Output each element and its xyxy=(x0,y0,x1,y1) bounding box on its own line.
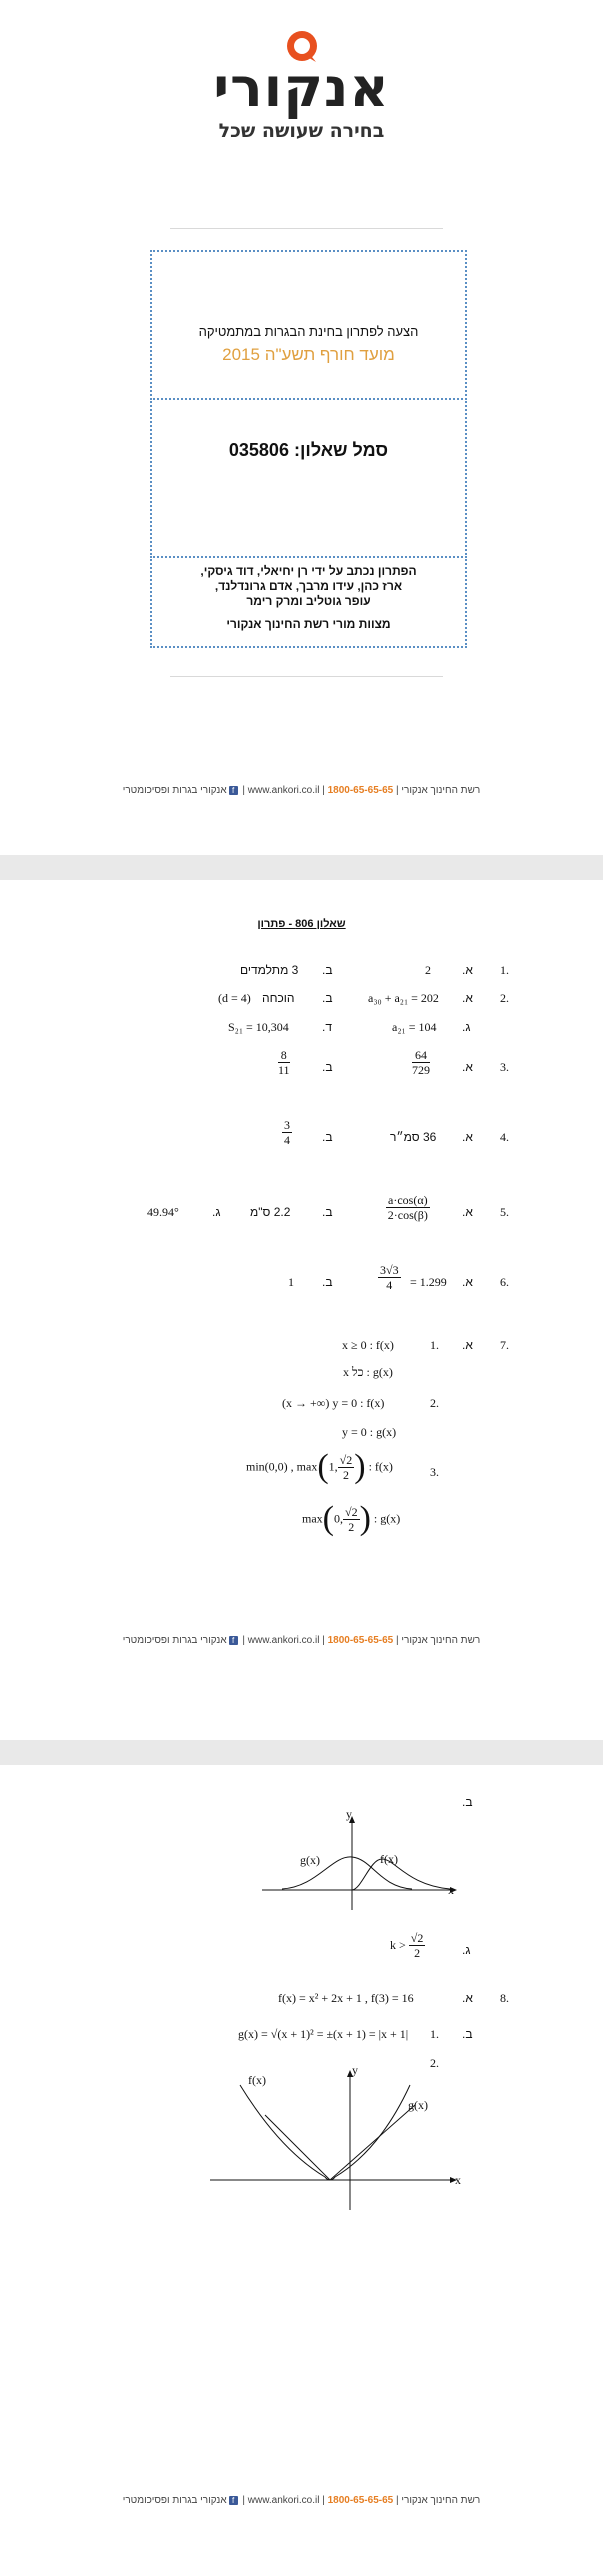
graph2-f-label: f(x) xyxy=(248,2073,266,2087)
footer-network: רשת החינוך אנקורי xyxy=(401,785,481,796)
q2-d-value: S₂₁ = 10,304 xyxy=(228,1020,289,1034)
q7-asymptote-f: (x → +∞) y = 0 : f(x) xyxy=(282,1396,385,1410)
graph-f-g-q7 xyxy=(262,1815,462,1915)
q4-b-fraction xyxy=(282,1118,292,1147)
footer-facebook[interactable]: אנקורי בגרות ופסיכומטרי xyxy=(122,785,227,796)
q4-b-label: ב. xyxy=(322,1130,333,1144)
q2-a-label: א. xyxy=(462,991,473,1005)
q2-b-label: ב. xyxy=(322,991,333,1005)
title-box xyxy=(150,250,467,400)
q7-extrema-f-num: √2 xyxy=(339,1452,353,1467)
q2-a-value: a₃₀ + a₂₁ = 202 xyxy=(368,991,439,1005)
q6-number: 6. xyxy=(500,1275,509,1289)
q7-extrema-f-prefix: min(0,0) , max xyxy=(246,1459,318,1474)
graph1-f-label: f(x) xyxy=(380,1852,398,1866)
page-footer: רשת החינוך אנקורי | 1800-65-65-65 | www.ankori.co.il | fאנקורי בגרות ופסיכומטרי xyxy=(122,2495,481,2506)
footer-site[interactable]: www.ankori.co.il xyxy=(247,785,320,796)
authors-line-3: עופר גוטליב ומרק רימר xyxy=(246,594,371,608)
graph1-x-label: x xyxy=(448,1883,454,1897)
ankori-logo xyxy=(0,28,603,142)
form-code-box xyxy=(150,398,467,558)
q8-a-label: א. xyxy=(462,1991,473,2005)
q2-b-word: הוכחה xyxy=(262,991,295,1005)
q5-a-numerator: a·cos(α) xyxy=(388,1193,428,1207)
q7-extrema-g-den: 2 xyxy=(348,1519,355,1534)
authors-line-2: ארז כהן, עידו מרבך, אדם גרונדלנד, xyxy=(214,579,403,593)
q5-b-value: 2.2 ס"מ xyxy=(250,1205,291,1219)
q7-extrema-g-prefix: max xyxy=(302,1511,323,1526)
q7-b-label: ב. xyxy=(462,1795,473,1809)
q2-d-label: ד. xyxy=(322,1020,332,1034)
q7-a-label: א. xyxy=(462,1338,473,1352)
q8-b-label: ב. xyxy=(462,2027,473,2041)
exam-title: הצעה לפתרון בחינת הבגרות במתמטיקה xyxy=(198,324,419,339)
footer-site[interactable]: www.ankori.co.il xyxy=(247,1635,320,1646)
q7-extrema-g: max(0, $\frac{√2}{2}$ ) : g(x) xyxy=(302,1500,401,1537)
q7-extrema-f: min(0,0) , max(1, $\frac{√2}{2}$ ) : f(x) xyxy=(246,1448,393,1485)
q3-b-fraction xyxy=(278,1048,290,1077)
q5-a-label: א. xyxy=(462,1205,473,1219)
q8-sub-1: 1. xyxy=(430,2027,439,2041)
q1-a-label: א. xyxy=(462,963,473,977)
q6-a-label: א. xyxy=(462,1275,473,1289)
q7-extrema-f-den: 2 xyxy=(342,1467,349,1482)
q4-number: 4. xyxy=(500,1130,509,1144)
graph2-x-label: x xyxy=(455,2173,461,2187)
authors-team: מצוות מורי רשת החינוך אנקורי xyxy=(226,617,391,631)
facebook-icon[interactable]: f xyxy=(229,786,238,795)
q6-a-denominator: 4 xyxy=(386,1278,393,1292)
q6-a-numerator: 3√3 xyxy=(380,1263,399,1277)
q7-c-value xyxy=(390,1931,425,1960)
q5-c-label: ג. xyxy=(212,1205,221,1219)
q3-a-denominator: 729 xyxy=(412,1063,430,1077)
q6-a-result: = 1.299 xyxy=(410,1275,447,1289)
q2-c-value: a₂₁ = 104 xyxy=(392,1020,437,1034)
q7-extrema-f-tail: : f(x) xyxy=(368,1459,393,1474)
q1-b-label: ב. xyxy=(322,963,333,977)
page-footer: רשת החינוך אנקורי | 1800-65-65-65 | www.ankori.co.il | fאנקורי בגרות ופסיכומטרי xyxy=(122,1635,481,1646)
footer-phone[interactable]: 1800-65-65-65 xyxy=(327,1635,394,1646)
q7-sub-2: 2. xyxy=(430,1396,439,1410)
q7-c-num: √2 xyxy=(410,1931,424,1945)
footer-phone[interactable]: 1800-65-65-65 xyxy=(327,2495,394,2506)
q8-number: 8. xyxy=(500,1991,509,2005)
q5-a-denominator: 2·cos(β) xyxy=(387,1208,428,1222)
solutions-title: שאלון 806 - פתרון xyxy=(257,918,346,930)
q7-asymptote-g: y = 0 : g(x) xyxy=(342,1425,397,1439)
form-code: סמל שאלון: 035806 xyxy=(228,440,389,460)
divider xyxy=(170,676,443,677)
q3-number: 3. xyxy=(500,1060,509,1074)
q6-b-label: ב. xyxy=(322,1275,333,1289)
q3-b-numerator: 8 xyxy=(278,1048,290,1063)
footer-site[interactable]: www.ankori.co.il xyxy=(247,2495,320,2506)
graph1-g-label: g(x) xyxy=(300,1853,320,1867)
q5-number: 5. xyxy=(500,1205,509,1219)
logo-tagline: בחירה שעושה שכל xyxy=(218,120,385,142)
q6-a-fraction xyxy=(378,1263,401,1292)
q2-c-label: ג. xyxy=(462,1020,471,1034)
q4-b-denominator: 4 xyxy=(284,1133,290,1147)
q5-a-fraction xyxy=(386,1193,430,1222)
q3-a-numerator: 64 xyxy=(412,1048,430,1063)
graph2-y-label: y xyxy=(352,2063,358,2077)
page-footer: רשת החינוך אנקורי | 1800-65-65-65 | www.ankori.co.il | fאנקורי בגרות ופסיכומטרי xyxy=(122,785,481,796)
graph-f-g-q8 xyxy=(205,2065,465,2215)
facebook-icon[interactable]: f xyxy=(229,2496,238,2505)
q7-sub-3: 3. xyxy=(430,1465,439,1479)
cover-page xyxy=(0,0,603,855)
authors-box xyxy=(150,556,467,648)
solutions-page-2 xyxy=(0,1765,603,2560)
graph1-y-label: y xyxy=(346,1807,352,1821)
q6-b-value: 1 xyxy=(288,1275,294,1289)
q7-c-prefix: k > xyxy=(390,1938,406,1952)
q5-b-label: ב. xyxy=(322,1205,333,1219)
footer-network: רשת החינוך אנקורי xyxy=(401,1635,481,1646)
authors-line-1: הפתרון נכתב על ידי רן יחיאלי, דוד גיסקי, xyxy=(200,564,417,578)
g-curve xyxy=(265,2105,415,2180)
q5-c-value: 49.94° xyxy=(147,1205,179,1219)
q8-a-value: f(x) = x² + 2x + 1 , f(3) = 16 xyxy=(278,1991,414,2005)
q3-a-label: א. xyxy=(462,1060,473,1074)
footer-network: רשת החינוך אנקורי xyxy=(401,2495,481,2506)
footer-facebook[interactable]: אנקורי בגרות ופסיכומטרי xyxy=(122,2495,227,2506)
q2-number: 2. xyxy=(500,991,509,1005)
divider xyxy=(170,228,443,229)
q3-a-fraction xyxy=(412,1048,430,1077)
q7-c-label: ג. xyxy=(462,1943,471,1957)
q2-b-value: (d = 4) xyxy=(218,991,251,1005)
footer-facebook[interactable]: אנקורי בגרות ופסיכומטרי xyxy=(122,1635,227,1646)
q8-b-value: g(x) = √(x + 1)² = ±(x + 1) = |x + 1| xyxy=(238,2027,409,2041)
q7-domain-g: x כל : g(x) xyxy=(343,1365,393,1379)
exam-session: מועד חורף תשע"ה 2015 xyxy=(222,345,395,364)
q7-extrema-g-arg: 0, xyxy=(334,1511,343,1526)
q7-c-den: 2 xyxy=(414,1946,421,1960)
q4-a-label: א. xyxy=(462,1130,473,1144)
q7-extrema-g-tail: : g(x) xyxy=(373,1511,401,1526)
footer-phone[interactable]: 1800-65-65-65 xyxy=(327,785,394,796)
q1-number: 1. xyxy=(500,963,509,977)
q8-sub-2: 2. xyxy=(430,2056,439,2070)
q7-domain-f: x ≥ 0 : f(x) xyxy=(342,1338,394,1352)
q7-number: 7. xyxy=(500,1338,509,1352)
q7-extrema-g-num: √2 xyxy=(345,1504,358,1519)
q1-b-value: 3 מתלמדים xyxy=(240,963,299,977)
solutions-page-1 xyxy=(0,880,603,1740)
q4-a-value: 36 סמ״ר xyxy=(390,1130,437,1144)
q7-sub-1: 1. xyxy=(430,1338,439,1352)
q7-extrema-f-arg: 1, xyxy=(328,1459,338,1474)
q3-b-label: ב. xyxy=(322,1060,333,1074)
graph2-g-label: g(x) xyxy=(408,2098,428,2112)
q4-b-numerator: 3 xyxy=(284,1118,290,1132)
facebook-icon[interactable]: f xyxy=(229,1636,238,1645)
q3-b-denominator: 11 xyxy=(278,1063,290,1077)
q1-a-value: 2 xyxy=(425,963,431,977)
logo-wordmark: אנקורי xyxy=(213,56,390,119)
